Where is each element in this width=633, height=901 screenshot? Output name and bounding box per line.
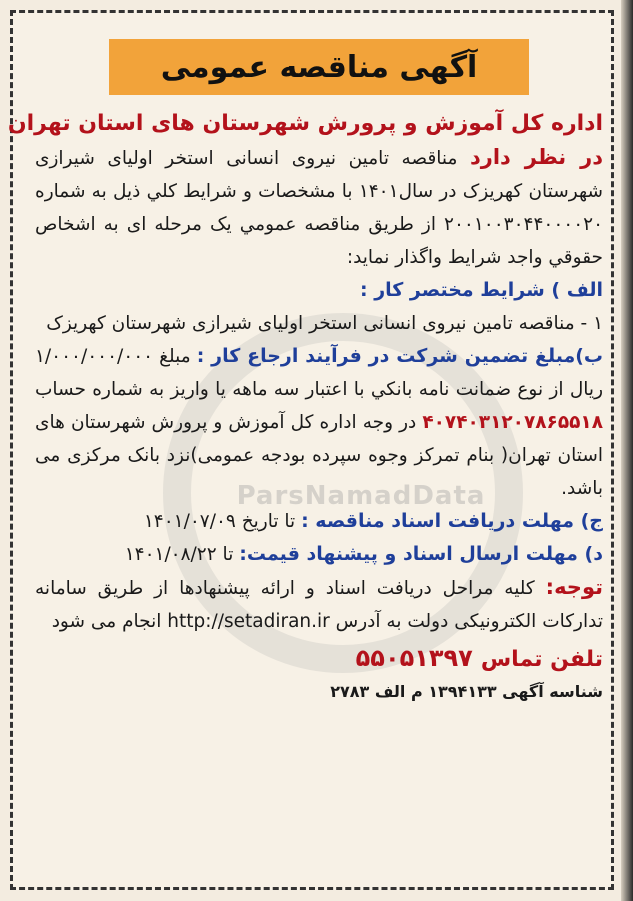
section-c-heading: ج) مهلت دریافت اسناد مناقصه :	[301, 510, 603, 532]
note-end: انجام می شود	[51, 611, 162, 632]
section-a-item: ۱ - مناقصه تامین نیروی انسانی استخر اولیای شیرازی شهرستان کهریزک	[46, 313, 603, 334]
page-edge-shadow	[621, 0, 633, 901]
tender-notice	[7, 10, 614, 890]
section-d-value: تا ۱۴۰۱/۰۸/۲۲	[124, 544, 234, 565]
intro-paragraph	[35, 141, 603, 274]
account-number: ۴۰۷۴۰۳۱۲۰۷۸۶۵۵۱۸	[422, 412, 603, 433]
section-b-text-before: مبلغ ۱/۰۰۰/۰۰۰/۰۰۰ ریال از نوع ضمانت نامه بانکي با اعتبار سه ماهه یا واریز به شماره حساب	[35, 346, 603, 400]
section-c-value: تا تاریخ ۱۴۰۱/۰۷/۰۹	[143, 511, 296, 532]
notice-content	[7, 39, 603, 701]
section-a-heading: الف ) شرایط مختصر کار :	[359, 279, 603, 301]
watermark-text: ParsNamadData	[236, 481, 486, 511]
section-b	[35, 340, 603, 505]
section-d	[35, 538, 603, 571]
intro-lead: در نظر دارد	[469, 145, 603, 169]
intro-text: مناقصه تامین نیروی انسانی استخر اولیای شیرازی شهرستان کهریزک در سال۱۴۰۱ با مشخصات و شرایط کلي ذیل به شماره ۲۰۰۱۰۰۳۰۴۴۰۰۰۰۲۰ از طریق مناقصه عمومي یک مرحله ای به اشخاص حقوقي واجد شرایط واگذار نماید:	[35, 148, 603, 268]
ad-identifier: شناسه آگهی ۱۳۹۴۱۳۳ م الف ۲۷۸۳	[330, 682, 603, 701]
section-c	[35, 505, 603, 538]
contact-phone	[35, 644, 603, 672]
section-b-text-after: در وجه اداره کل آموزش و پرورش شهرستان های استان تهران( بنام تمرکز وجوه سپرده بودجه عمومی)نزد بانک مرکزی می باشد.	[35, 412, 603, 499]
notice-title: آگهی مناقصه عمومی	[109, 39, 529, 95]
section-b-heading: ب)مبلغ تضمین شرکت در فرآیند ارجاع کار :	[196, 345, 603, 367]
section-d-heading: د) مهلت ارسال اسناد و پیشنهاد قیمت:	[239, 543, 603, 565]
note	[35, 571, 603, 638]
phone-label: تلفن تماس	[480, 647, 603, 672]
note-text: کلیه مراحل دریافت اسناد و ارائه پیشنهادها از طریق سامانه تدارکات الکترونیکی دولت به آدرس	[35, 578, 603, 632]
organization-name: اداره کل آموزش و پرورش شهرستان های استان تهران	[7, 111, 603, 136]
phone-number: ۵۵۰۵۱۳۹۷	[355, 644, 473, 672]
setadiran-link[interactable]: http://setadiran.ir	[167, 611, 330, 632]
section-a	[35, 274, 603, 340]
note-label: توجه:	[545, 575, 603, 599]
